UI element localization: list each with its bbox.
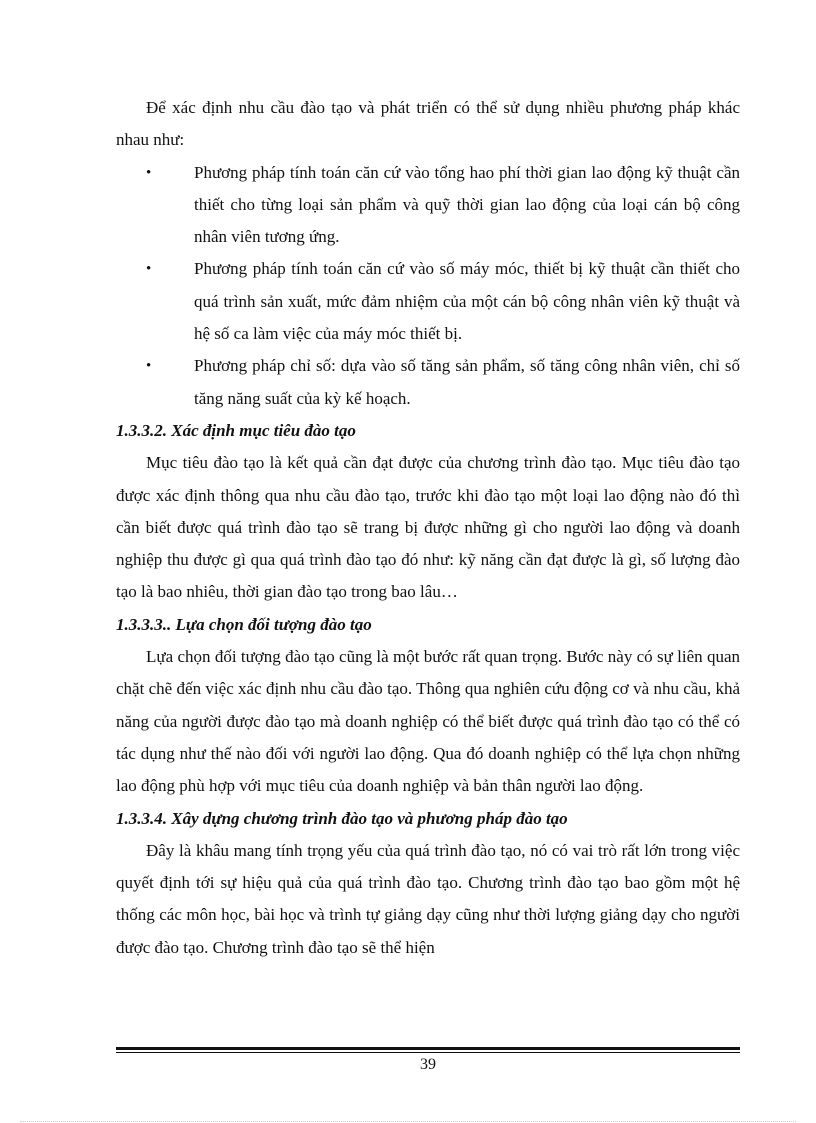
footer-divider-thin [116,1052,740,1053]
section-heading-program: 1.3.3.4. Xây dựng chương trình đào tạo và phương pháp đào tạo [116,808,568,828]
section-heading-objectives: 1.3.3.2. Xác định mục tiêu đào tạo [116,420,356,440]
bullet-icon: • [146,358,152,375]
page-edge-border [20,1121,796,1122]
section-body-program: Đây là khâu mang tính trọng yếu của quá trình đào tạo, nó có vai trò rất lớn trong việc quyết định tới sự hiệu quả của quá trình đào tạo. Chương trình đào tạo bao gồm một hệ thống các môn học, bài học và trình tự giảng dạy cũng như thời lượng giảng dạy cho người được đào tạo. Chương trình đào tạo sẽ thể hiện [116,840,740,957]
section-body-selection: Lựa chọn đối tượng đào tạo cũng là một bước rất quan trọng. Bước này có sự liên quan chặt chẽ đến việc xác định nhu cầu đào tạo. Thông qua nghiên cứu động cơ và nhu cầu, khả năng của người được đào tạo mà doanh nghiệp có thể biết được quá trình đào tạo có thể có tác dụng như thế nào đối với người lao động. Qua đó doanh nghiệp có thể lựa chọn những lao động phù hợp với mục tiêu của doanh nghiệp và bản thân người lao động. [116,647,740,796]
list-item-text: Phương pháp chỉ số: dựa vào số tăng sản phẩm, số tăng công nhân viên, chỉ số tăng năng suất của kỳ kế hoạch. [194,356,740,408]
list-item-text: Phương pháp tính toán căn cứ vào số máy móc, thiết bị kỹ thuật cần thiết cho quá trình sản xuất, mức đảm nhiệm của một cán bộ công nhân viên kỹ thuật và hệ số ca làm việc của máy móc thiết bị. [194,259,740,344]
footer-divider [116,1047,740,1050]
page-number: 39 [420,1056,436,1073]
list-item [116,157,740,254]
page-content [116,92,740,964]
list-item [116,350,740,415]
intro-paragraph: Để xác định nhu cầu đào tạo và phát triển có thể sử dụng nhiều phương pháp khác nhau như: [116,98,740,150]
section-heading-selection: 1.3.3.3.. Lựa chọn đối tượng đào tạo [116,614,372,634]
bullet-icon: • [146,261,152,278]
list-item [116,253,740,350]
section-body-objectives: Mục tiêu đào tạo là kết quả cần đạt được của chương trình đào tạo. Mục tiêu đào tạo được xác định thông qua nhu cầu đào tạo, trước khi đào tạo một loại lao động nào đó thì cần biết được quá trình đào tạo sẽ trang bị được những gì cho người lao động và doanh nghiệp thu được gì qua quá trình đào tạo đó như: kỹ năng cần đạt được là gì, số lượng đào tạo là bao nhiêu, thời gian đào tạo trong bao lâu… [116,453,740,602]
list-item-text: Phương pháp tính toán căn cứ vào tổng hao phí thời gian lao động kỹ thuật cần thiết cho từng loại sản phẩm và quỹ thời gian lao động của loại cán bộ công nhân viên tương ứng. [194,162,740,247]
bullet-icon: • [146,164,152,181]
method-list [116,157,740,415]
